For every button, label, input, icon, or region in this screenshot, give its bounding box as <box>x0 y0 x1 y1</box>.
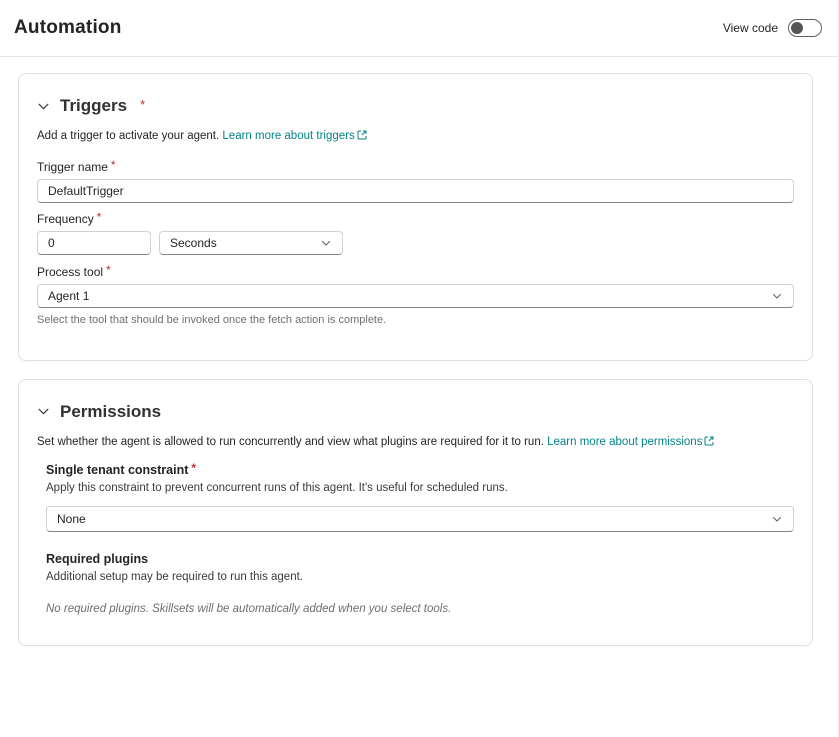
single-tenant-description: Apply this constraint to prevent concurrent runs of this agent. It's useful for scheduled runs. <box>46 482 508 495</box>
single-tenant-select[interactable] <box>46 506 794 532</box>
external-link-icon <box>357 130 367 146</box>
learn-more-permissions-link[interactable]: Learn more about permissions <box>547 436 714 448</box>
chevron-down-icon <box>320 237 332 249</box>
view-code-control <box>723 19 822 37</box>
process-tool-helper: Select the tool that should be invoked once the fetch action is complete. <box>37 313 387 326</box>
required-plugins-empty-message: No required plugins. Skillsets will be automatically added when you select tools. <box>46 603 452 616</box>
frequency-label: Frequency * <box>37 209 102 226</box>
required-plugins-label: Required plugins <box>46 552 149 567</box>
triggers-card <box>18 73 813 361</box>
trigger-name-input[interactable] <box>37 179 794 203</box>
learn-more-triggers-link[interactable]: Learn more about triggers <box>222 130 366 142</box>
permissions-description <box>37 435 794 452</box>
view-code-label: View code <box>722 21 778 35</box>
required-marker: * <box>110 157 116 172</box>
chevron-down-icon <box>37 100 50 113</box>
permissions-inner <box>46 463 794 615</box>
permissions-section-header[interactable] <box>37 402 794 422</box>
page-title: Automation <box>14 17 122 38</box>
process-tool-select[interactable] <box>37 284 794 308</box>
external-link-icon <box>704 436 714 452</box>
main-content <box>0 57 838 646</box>
triggers-description <box>37 129 794 146</box>
required-marker: * <box>140 96 146 112</box>
permissions-card <box>18 379 813 647</box>
toggle-knob <box>791 22 803 34</box>
chevron-down-icon <box>37 405 50 418</box>
single-tenant-value: None <box>57 512 86 527</box>
triggers-section-header[interactable] <box>37 96 794 116</box>
frequency-unit-select[interactable] <box>159 231 343 255</box>
page-header <box>0 0 838 57</box>
required-marker: * <box>96 209 102 224</box>
triggers-section-title: Triggers <box>60 96 128 115</box>
frequency-value-input[interactable] <box>37 231 151 255</box>
chevron-down-icon <box>771 290 783 302</box>
process-tool-label: Process tool * <box>37 262 111 279</box>
chevron-down-icon <box>771 513 783 525</box>
frequency-unit-value: Seconds <box>170 235 217 250</box>
triggers-description-text: Add a trigger to activate your agent. <box>37 130 220 142</box>
view-code-toggle[interactable] <box>788 19 822 37</box>
trigger-name-label: Trigger name * <box>37 157 116 174</box>
process-tool-value: Agent 1 <box>48 288 90 303</box>
required-plugins-description: Additional setup may be required to run this agent. <box>46 571 303 584</box>
permissions-section-title: Permissions <box>60 401 162 421</box>
permissions-description-text: Set whether the agent is allowed to run concurrently and view what plugins are required for it to run. <box>37 435 544 448</box>
single-tenant-label: Single tenant constraint * <box>46 461 197 478</box>
required-marker: * <box>191 461 197 476</box>
frequency-row <box>37 231 794 255</box>
required-marker: * <box>106 262 111 277</box>
